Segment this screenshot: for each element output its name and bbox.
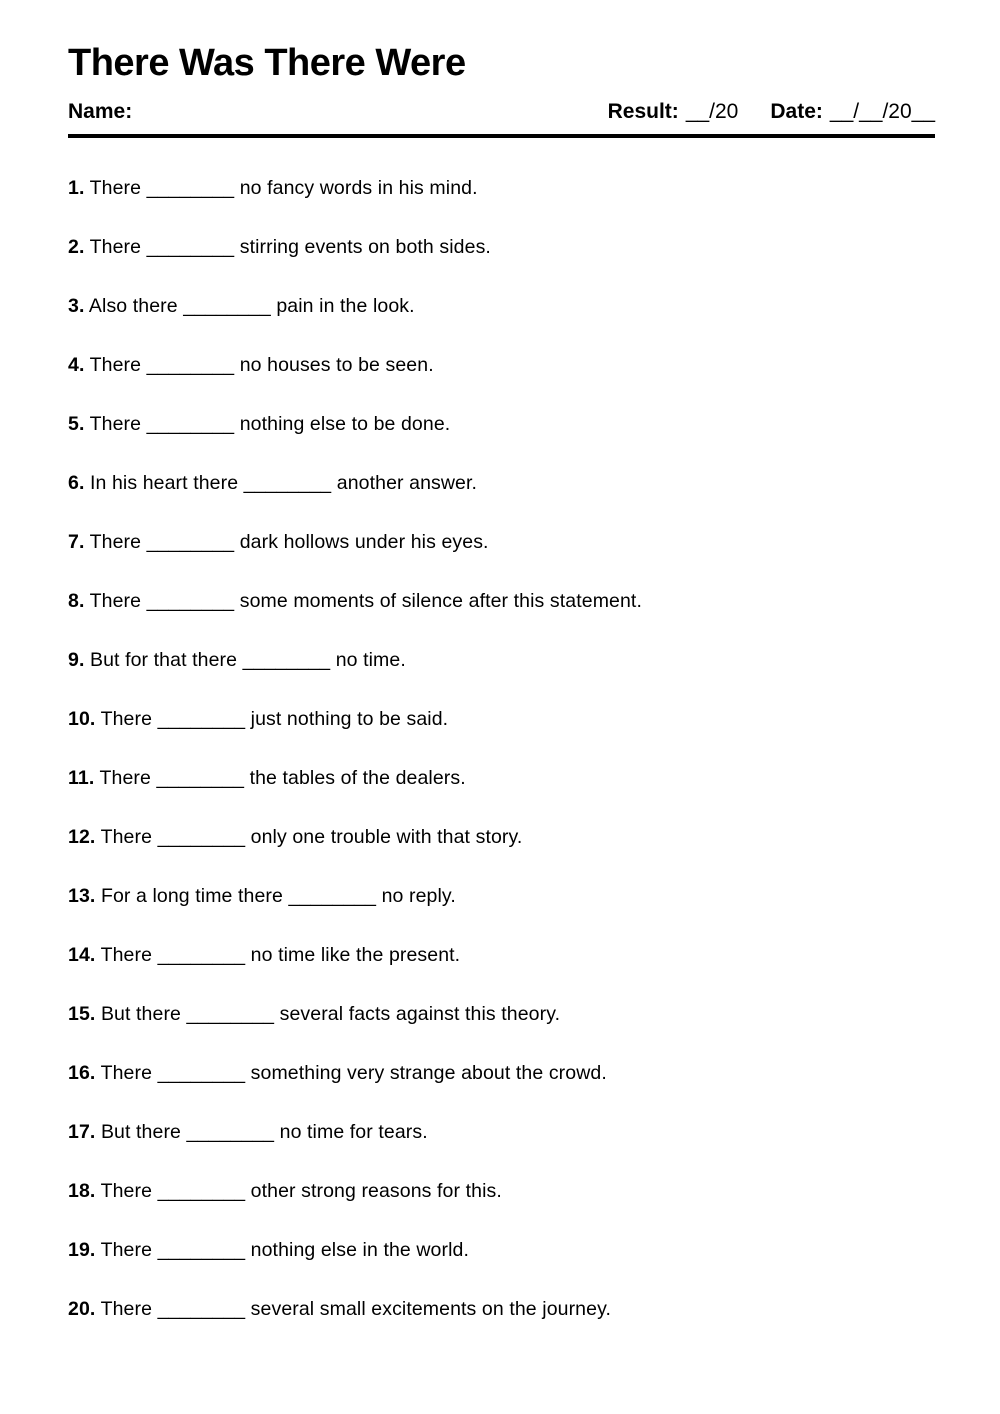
header-divider xyxy=(68,134,935,138)
question-text-before: There xyxy=(100,1298,153,1321)
answer-blank: ________ xyxy=(288,885,377,908)
question-text-after: no time like the present. xyxy=(250,944,461,967)
question-item xyxy=(68,352,935,378)
question-number: 4. xyxy=(68,354,85,377)
question-text-after: another answer. xyxy=(336,472,478,495)
question-text-after: pain in the look. xyxy=(276,295,415,318)
question-number: 1. xyxy=(68,177,85,200)
answer-blank: ________ xyxy=(146,354,235,377)
question-text-after: just nothing to be said. xyxy=(250,708,449,731)
question-number: 6. xyxy=(68,472,85,495)
question-list xyxy=(68,175,935,1322)
question-text-before: There xyxy=(100,1062,153,1085)
question-item xyxy=(68,824,935,850)
answer-blank: ________ xyxy=(146,177,235,200)
header-meta-row xyxy=(68,99,935,124)
question-item xyxy=(68,765,935,791)
answer-blank: ________ xyxy=(243,472,332,495)
question-text-after: other strong reasons for this. xyxy=(250,1180,502,1203)
answer-blank: ________ xyxy=(146,531,235,554)
question-number: 3. xyxy=(68,295,85,318)
question-number: 9. xyxy=(68,649,85,672)
answer-blank: ________ xyxy=(242,649,331,672)
question-text-after: no time. xyxy=(335,649,406,672)
question-number: 20. xyxy=(68,1298,96,1321)
question-item xyxy=(68,1119,935,1145)
question-item xyxy=(68,1237,935,1263)
date-group xyxy=(770,99,935,124)
answer-blank: ________ xyxy=(157,944,246,967)
question-text-before: There xyxy=(100,944,153,967)
answer-blank: ________ xyxy=(157,708,246,731)
answer-blank: ________ xyxy=(186,1003,275,1026)
question-text-after: no fancy words in his mind. xyxy=(239,177,478,200)
question-text-after: several small excitements on the journey. xyxy=(250,1298,611,1321)
question-text-after: only one trouble with that story. xyxy=(250,826,523,849)
question-text-after: no reply. xyxy=(381,885,456,908)
answer-blank: ________ xyxy=(146,413,235,436)
question-text-after: dark hollows under his eyes. xyxy=(239,531,489,554)
question-item xyxy=(68,1296,935,1322)
question-number: 15. xyxy=(68,1003,96,1026)
question-text-before: There xyxy=(89,177,142,200)
question-text-after: the tables of the dealers. xyxy=(249,767,466,790)
answer-blank: ________ xyxy=(157,1062,246,1085)
question-text-before: In his heart there xyxy=(90,472,239,495)
question-item xyxy=(68,175,935,201)
question-number: 12. xyxy=(68,826,96,849)
question-item xyxy=(68,293,935,319)
question-text-after: stirring events on both sides. xyxy=(239,236,491,259)
result-label: Result: xyxy=(607,99,679,123)
question-text-before: There xyxy=(100,1239,153,1262)
question-item xyxy=(68,588,935,614)
question-text-after: nothing else to be done. xyxy=(239,413,451,436)
name-label: Name: xyxy=(68,99,133,123)
question-text-before: But there xyxy=(100,1003,181,1026)
answer-blank: ________ xyxy=(157,1239,246,1262)
question-item xyxy=(68,411,935,437)
question-number: 5. xyxy=(68,413,85,436)
question-text-after: nothing else in the world. xyxy=(250,1239,469,1262)
answer-blank: ________ xyxy=(183,295,271,318)
question-text-before: But there xyxy=(100,1121,181,1144)
question-number: 7. xyxy=(68,531,85,554)
question-number: 10. xyxy=(68,708,96,731)
question-text-before: There xyxy=(100,826,153,849)
question-text-before: There xyxy=(89,413,142,436)
question-number: 2. xyxy=(68,236,85,259)
answer-blank: ________ xyxy=(146,590,235,613)
question-text-after: some moments of silence after this statement. xyxy=(239,590,642,613)
question-item xyxy=(68,1178,935,1204)
question-text-after: several facts against this theory. xyxy=(279,1003,561,1026)
question-item xyxy=(68,1001,935,1027)
question-item xyxy=(68,529,935,555)
question-number: 18. xyxy=(68,1180,96,1203)
result-value: __/20 xyxy=(685,99,739,123)
date-value: __/__/20__ xyxy=(829,99,935,123)
question-item xyxy=(68,942,935,968)
question-number: 11. xyxy=(68,767,95,790)
question-number: 19. xyxy=(68,1239,96,1262)
question-text-before: There xyxy=(89,354,142,377)
answer-blank: ________ xyxy=(157,1180,246,1203)
question-text-before: There xyxy=(99,767,151,790)
question-item xyxy=(68,234,935,260)
question-text-before: But for that there xyxy=(90,649,238,672)
answer-blank: ________ xyxy=(186,1121,275,1144)
question-text-before: There xyxy=(89,590,142,613)
question-number: 16. xyxy=(68,1062,96,1085)
question-item xyxy=(68,706,935,732)
question-item xyxy=(68,647,935,673)
question-text-before: Also there xyxy=(88,295,178,318)
answer-blank: ________ xyxy=(156,767,245,790)
question-item xyxy=(68,883,935,909)
result-group xyxy=(608,99,739,124)
question-number: 8. xyxy=(68,590,85,613)
question-number: 17. xyxy=(68,1121,96,1144)
question-text-before: There xyxy=(89,236,142,259)
answer-blank: ________ xyxy=(157,1298,246,1321)
question-text-after: no time for tears. xyxy=(279,1121,428,1144)
page-title: There Was There Were xyxy=(68,42,466,84)
answer-blank: ________ xyxy=(157,826,246,849)
question-text-before: There xyxy=(100,1180,153,1203)
answer-blank: ________ xyxy=(146,236,235,259)
question-text-after: something very strange about the crowd. xyxy=(250,1062,607,1085)
question-item xyxy=(68,1060,935,1086)
question-text-before: For a long time there xyxy=(100,885,283,908)
question-text-before: There xyxy=(89,531,142,554)
question-text-before: There xyxy=(100,708,153,731)
question-number: 13. xyxy=(68,885,96,908)
question-text-after: no houses to be seen. xyxy=(239,354,434,377)
date-label: Date: xyxy=(770,99,823,123)
question-number: 14. xyxy=(68,944,96,967)
question-item xyxy=(68,470,935,496)
